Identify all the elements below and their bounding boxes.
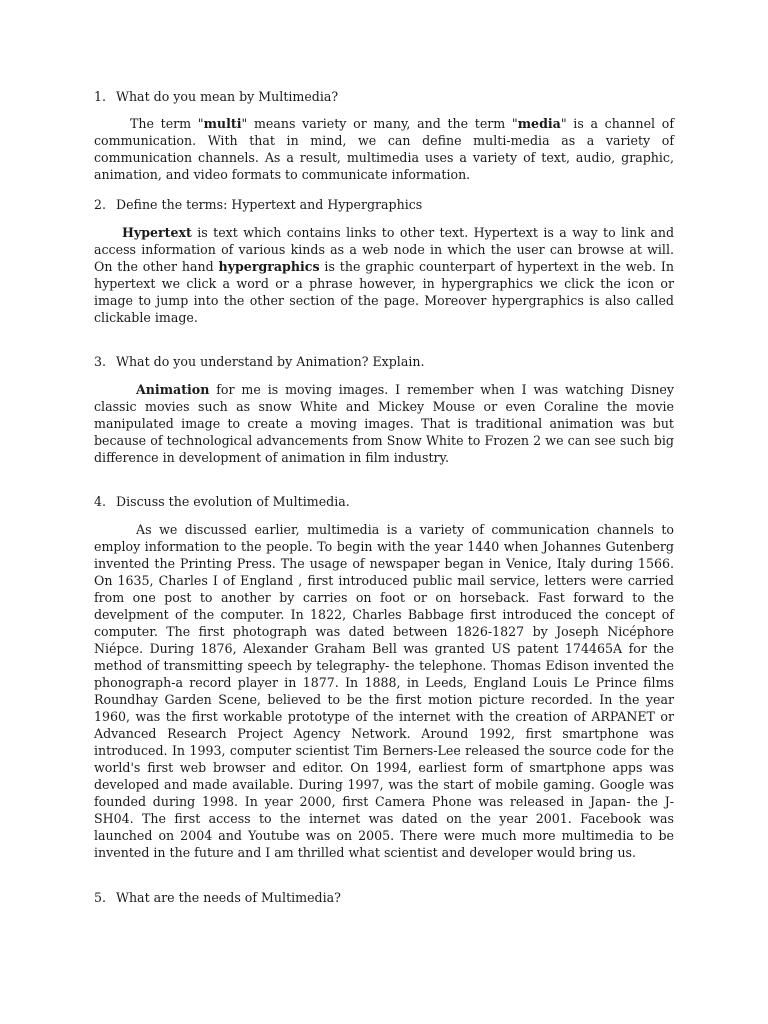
bold-term-hypergraphics: hypergraphics xyxy=(218,259,320,274)
bold-term-animation: Animation xyxy=(136,382,210,397)
question-text: Define the terms: Hypertext and Hypergraphics xyxy=(116,197,423,212)
question-text: What are the needs of Multimedia? xyxy=(116,890,341,905)
question-number: 4. xyxy=(94,494,107,509)
question-number: 2. xyxy=(94,197,107,212)
answer-text: " means variety or many, and the term " xyxy=(241,116,518,131)
answer-1 xyxy=(94,115,674,183)
answer-text: for me is moving images. I remember when I was watching Disney classic movies such as snow White and Mickey Mouse or even Coraline the movie manipulated image to create a moving images. That is traditional animation was but because of technological advancements from Snow White to Frozen 2 we can see such big difference in development of animation in film industry. xyxy=(94,382,674,465)
bold-term-hypertext: Hypertext xyxy=(122,225,192,240)
question-number: 1. xyxy=(94,89,107,104)
bold-term-multi: multi xyxy=(203,116,242,131)
answer-text: is the graphic counterpart of hypertext in the web. In hypertext we click a word or a phrase however, in hypergraphics we click the icon or image to jump into the other section of the page. Moreover hypergraphics is also called clickable image. xyxy=(94,259,674,325)
document-page xyxy=(94,88,674,907)
answer-text: The term " xyxy=(130,116,204,131)
question-5 xyxy=(94,889,674,907)
question-2 xyxy=(94,196,674,214)
answer-2 xyxy=(94,224,674,326)
bold-term-media: media xyxy=(517,116,561,131)
answer-text: As we discussed earlier, multimedia is a variety of communication channels to employ information to the people. To begin with the year 1440 when Johannes Gutenberg invented the Printing Press. The usage of newspaper began in Venice, Italy during 1566. On 1635, Charles I of England , first introduced public mail service, letters were carried from one post to another by carries on foot or on horseback. Fast forward to the develpment of the computer. In 1822, Charles Babbage first introduced the concept of computer. The first photograph was dated between 1826-1827 by Joseph Nicéphore Niépce. During 1876, Alexander Graham Bell was granted US patent 174465A for the method of transmitting speech by telegraphy- the telephone. Thomas Edison invented the phonograph-a record player in 1877. In 1888, in Leeds, England Louis Le Prince films Roundhay Garden Scene, believed to be the first motion picture recorded. In the year 1960, was the first workable prototype of the internet with the creation of ARPANET or Advanced Research Project Agency Network. Around 1992, first smartphone was introduced. In 1993, computer scientist Tim Berners-Lee released the source code for the world's first web browser and editor. On 1994, earliest form of smartphone apps was developed and made available. During 1997, was the start of mobile gaming. Google was founded during 1998. In year 2000, first Camera Phone was released in Japan- the J-SH04. The first access to the internet was dated on the year 2001. Facebook was launched on 2004 and Youtube was on 2005. There were much more multimedia to be invented in the future and I am thrilled what scientist and developer would bring us. xyxy=(94,522,674,860)
question-4 xyxy=(94,493,674,511)
question-text: What do you understand by Animation? Explain. xyxy=(116,354,425,369)
question-text: Discuss the evolution of Multimedia. xyxy=(116,494,350,509)
question-text: What do you mean by Multimedia? xyxy=(116,89,339,104)
answer-3 xyxy=(94,381,674,466)
question-number: 5. xyxy=(94,890,107,905)
question-1 xyxy=(94,88,674,106)
answer-4 xyxy=(94,521,674,861)
answer-text: " is a channel of communication. With that in mind, we can define multi-media as a variety of communication channels. As a result, multimedia uses a variety of text, audio, graphic, animation, and video formats to communicate information. xyxy=(94,116,674,182)
answer-text: is text which contains links to other text. Hypertext is a way to link and access information of various kinds as a web node in which the user can browse at will. On the other hand xyxy=(94,225,674,274)
question-number: 3. xyxy=(94,354,107,369)
question-3 xyxy=(94,353,674,371)
